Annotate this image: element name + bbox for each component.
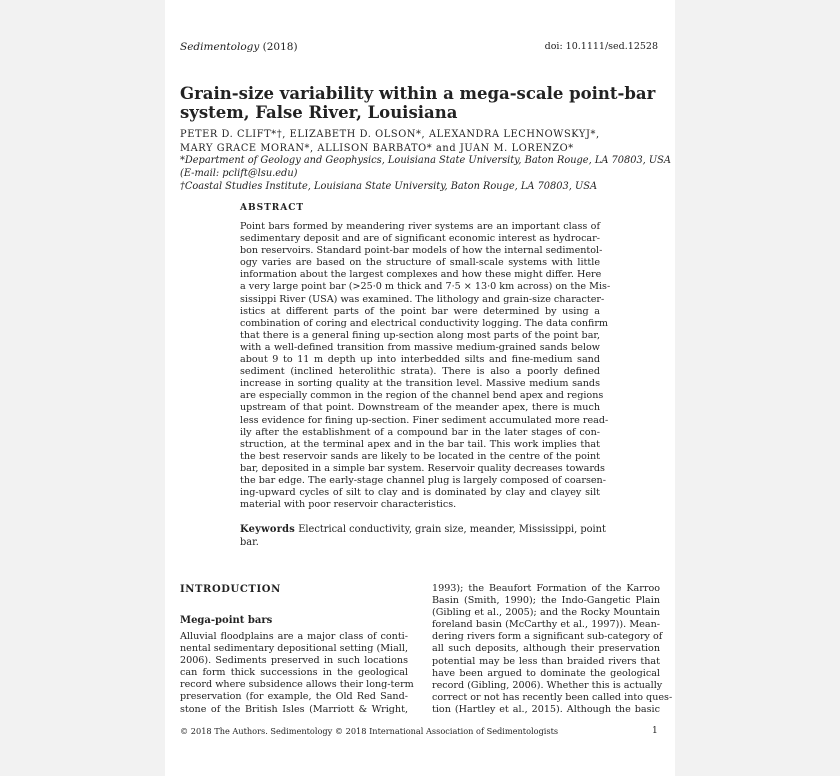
body-line: correct or not has recently been called into ques- [432, 691, 673, 703]
abstract-line: sediment (inclined heterolithic strata). There is also a poorly defined [240, 366, 600, 378]
abstract-line: with a well-defined transition from massive medium-grained sands below [240, 341, 600, 353]
author-line: PETER D. CLIFT*†, ELIZABETH D. OLSON*, ALEXANDRA LECHNOWSKYJ*, [180, 129, 600, 140]
body-line: tion (Hartley et al., 2015). Although the basic [432, 703, 660, 715]
abstract-body [240, 221, 611, 511]
abstract-line: sissippi River (USA) was examined. The lithology and grain-size character- [240, 293, 605, 305]
body-line: all such deposits, although their preservation [432, 643, 660, 655]
body-line: foreland basin (McCarthy et al., 1997)). Mean- [432, 619, 660, 631]
left-column [180, 631, 414, 716]
abstract-line: are especially common in the region of the channel bend apex and regions [240, 390, 604, 402]
affiliation-line: *Department of Geology and Geophysics, Louisiana State University, Baton Rouge, LA 70803, USA [180, 155, 671, 166]
body-line: can form thick successions in the geological [180, 667, 408, 679]
abstract-line: bar, deposited in a simple bar system. Reservoir quality decreases towards [240, 462, 605, 474]
abstract-line: ing-upward cycles of silt to clay and is dominated by clay and clayey silt [240, 487, 600, 499]
abstract-line: the bar edge. The early-stage channel plug is largely composed of coarsen- [240, 474, 606, 486]
section-heading: INTRODUCTION [180, 584, 281, 595]
body-line: 2006). Sediments preserved in such locations [180, 655, 408, 667]
body-line: record (Gibling, 2006). Whether this is actually [432, 679, 663, 691]
abstract-line: istics at different parts of the point bar were determined by using a [240, 305, 600, 317]
abstract-heading: ABSTRACT [240, 203, 305, 213]
abstract-line: ogy varies are based on the structure of small-scale systems with little [240, 257, 600, 269]
body-line: 1993); the Beaufort Formation of the Karroo [432, 583, 660, 594]
abstract-line: that there is a general fining up-section along most parts of the point bar, [240, 329, 600, 341]
paper-title: Grain-size variability within a mega-scale point-bar system, False River, Louisiana [180, 84, 656, 122]
abstract-line: about 9 to 11 m depth up into interbedded silts and fine-medium sand [240, 354, 600, 366]
body-line: have been argued to dominate the geological [432, 667, 660, 679]
abstract-line: bon reservoirs. Standard point-bar models of how the internal sedimentol- [240, 245, 603, 257]
journal-header [180, 41, 298, 53]
abstract-line: struction, at the terminal apex and in the bar tail. This work implies that [240, 438, 600, 450]
abstract-line: ily after the establishment of a compound bar in the later stages of con- [240, 426, 600, 438]
body-line: nental sedimentary depositional setting (Miall, [180, 643, 408, 655]
right-column [432, 583, 673, 716]
page-number: 1 [652, 726, 658, 736]
body-line: dering rivers form a significant sub-category of [432, 631, 663, 643]
journal-name: Sedimentology [180, 41, 260, 53]
doi-header: doi: 10.1111/sed.12528 [544, 41, 658, 52]
abstract-line: increase in sorting quality at the transition level. Massive medium sands [240, 378, 600, 390]
author-line: MARY GRACE MORAN*, ALLISON BARBATO* and JUAN M. LORENZO* [180, 142, 574, 154]
body-line: preservation (for example, the Old Red Sand- [180, 691, 408, 703]
body-line: Basin (Smith, 1990); the Indo-Gangetic Plain [432, 595, 660, 607]
journal-year: (2018) [262, 41, 298, 53]
keywords-label: Keywords [240, 524, 296, 535]
abstract-line: Point bars formed by meandering river systems are an important class of [240, 221, 600, 232]
abstract-line: a very large point bar (>25·0 m thick and 7·5 × 13·0 km across) on the Mis- [240, 281, 611, 293]
abstract-line: sedimentary deposit and are of significant economic interest as hydrocar- [240, 233, 600, 245]
abstract-line: the best reservoir sands are likely to be located in the centre of the point [240, 450, 600, 462]
body-line: record where subsidence allows their long-term [180, 679, 414, 691]
keywords-line [240, 523, 606, 536]
keywords-line: bar. [240, 537, 259, 548]
keywords-text: Electrical conductivity, grain size, meander, Mississippi, point [298, 524, 606, 535]
author-list [180, 128, 600, 155]
body-line: stone of the British Isles (Marriott & Wright, [180, 703, 408, 715]
email-line: (E-mail: pclift@lsu.edu) [180, 168, 298, 180]
subsection-heading: Mega-point bars [180, 615, 273, 626]
body-line: (Gibling et al., 2005); and the Rocky Mountain [432, 607, 660, 619]
abstract-line: less evidence for fining up-section. Finer sediment accumulated more read- [240, 414, 609, 426]
copyright-footer: © 2018 The Authors. Sedimentology © 2018 International Association of Sedimentologists [180, 726, 559, 736]
abstract-line: upstream of that point. Downstream of the meander apex, there is much [240, 402, 600, 414]
affiliation-line: †Coastal Studies Institute, Louisiana State University, Baton Rouge, LA 70803, USA [180, 181, 598, 193]
keywords [240, 523, 606, 549]
abstract-line: information about the largest complexes and how these might differ. Here [240, 269, 602, 281]
body-line: Alluvial floodplains are a major class of conti- [180, 631, 408, 642]
abstract-line: material with poor reservoir characteristics. [240, 499, 457, 511]
body-line: potential may be less than braided rivers that [432, 655, 660, 667]
abstract-line: combination of coring and electrical conductivity logging. The data confirm [240, 317, 609, 329]
affiliations [180, 154, 671, 194]
